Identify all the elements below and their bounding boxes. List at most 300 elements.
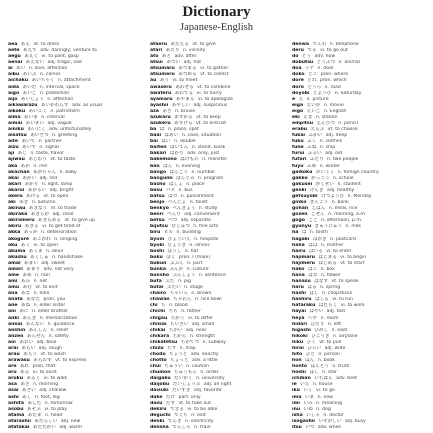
entry-kana: え	[298, 96, 304, 102]
entry-kana: ちかい	[168, 327, 183, 333]
dictionary-entry	[150, 297, 286, 302]
entry-romaji: chōdo	[150, 351, 166, 357]
entry-romaji: daigaku	[150, 376, 171, 382]
dictionary-entry	[8, 425, 144, 430]
entry-romaji: chikatetsu	[150, 339, 178, 345]
entry-kana: へや	[307, 315, 318, 321]
dictionary-entry	[150, 291, 286, 296]
entry-romaji: erabu	[292, 127, 308, 133]
dictionary-entry	[8, 109, 144, 114]
entry-romaji: are	[8, 364, 17, 370]
entry-romaji: aka	[8, 163, 18, 169]
entry-romaji: ai	[8, 66, 13, 72]
entry-kana: あき	[19, 200, 29, 206]
entry-romaji: awateru	[150, 90, 172, 96]
dictionary-entry	[8, 164, 144, 169]
dictionary-entry	[292, 164, 428, 169]
dictionary-entry	[292, 401, 428, 406]
dictionary-entry	[150, 72, 286, 77]
dictionary-entry	[8, 303, 144, 308]
entry-kana: ふね	[307, 145, 317, 151]
entry-romaji: aida	[8, 84, 20, 90]
entry-kana: ばい	[161, 139, 171, 145]
entry-kana: はしる	[314, 297, 329, 303]
entry-kana: でる	[307, 48, 317, 54]
entry-kana: ばけもの	[180, 157, 199, 163]
dictionary-entry	[292, 121, 428, 126]
entry-kana: あく	[20, 242, 31, 248]
entry-romaji: futari	[292, 157, 307, 163]
entry-kana: いそがしい	[318, 418, 342, 424]
entry-kana: ほし	[309, 370, 319, 376]
entry-kana: あし	[22, 394, 32, 400]
entry-kana: あきらか	[30, 212, 50, 218]
entry-gloss: adv. not very	[43, 266, 74, 272]
entry-romaji: aima	[8, 114, 21, 120]
dictionary-entry	[292, 115, 428, 120]
entry-romaji: akogare	[8, 236, 29, 242]
entry-kana: どこ	[308, 72, 318, 78]
entry-gloss: n. double	[174, 139, 196, 145]
entry-romaji: anshin	[8, 327, 26, 333]
entry-romaji: aizu	[8, 145, 19, 151]
entry-gloss: adv. unfortunately	[49, 127, 92, 133]
entry-kana: あえぐ	[24, 54, 39, 60]
entry-romaji: asa	[8, 382, 17, 388]
entry-romaji: aegu	[8, 54, 21, 60]
entry-romaji: haha	[292, 242, 305, 248]
entry-kana: あまい	[24, 260, 38, 266]
entry-kana: あわせる	[175, 84, 194, 90]
dictionary-entry	[8, 273, 144, 278]
entry-romaji: getsuyōbi	[292, 193, 318, 199]
entry-kana: あじ	[17, 151, 27, 157]
entry-gloss: vi. to gather	[200, 66, 229, 72]
dictionary-entry	[150, 206, 286, 211]
entry-gloss: part. only	[178, 394, 201, 400]
entry-gloss: vi. to get tired of	[42, 224, 81, 230]
entry-romaji: aruku	[8, 376, 23, 382]
entry-romaji: eki	[292, 114, 300, 120]
entry-romaji: daisuki	[150, 388, 169, 394]
dictionary-entry	[292, 194, 428, 199]
dictionary-entry	[292, 261, 428, 266]
entry-gloss: adj. bright	[49, 187, 74, 193]
entry-gloss: n. devil	[46, 248, 63, 254]
entry-gloss: adv. a little	[192, 358, 218, 364]
entry-gloss: n. station	[315, 114, 338, 120]
entry-romaji: aji	[8, 151, 15, 157]
entry-romaji: dōro	[292, 84, 304, 90]
entry-gloss: n. attachment	[58, 78, 91, 84]
entry-romaji: aikoku	[8, 108, 26, 114]
entry-romaji: bubun	[150, 260, 167, 266]
entry-romaji: heya	[292, 315, 305, 321]
entry-kana: あずける	[174, 121, 193, 127]
entry-romaji: gohan	[292, 206, 309, 212]
entry-kana: いく	[303, 388, 313, 394]
entry-romaji: arai	[8, 345, 19, 351]
entry-kana: ばつ	[168, 193, 178, 199]
entry-kana: ある	[20, 370, 30, 376]
entry-kana: あう	[159, 78, 170, 84]
dictionary-entry	[150, 249, 286, 254]
entry-gloss: n. afternoon, p.m.	[321, 218, 363, 224]
entry-romaji: hayai	[292, 309, 306, 315]
entry-gloss: n. door	[317, 66, 334, 72]
dictionary-entry	[292, 85, 428, 90]
entry-romaji: hajimaru	[292, 254, 315, 260]
entry-gloss: n. morning	[33, 382, 59, 388]
entry-romaji: bijutsu	[150, 224, 168, 230]
entry-gloss: adv. only, just	[187, 151, 220, 157]
dictionary-entry	[8, 176, 144, 181]
dictionary-entry	[8, 115, 144, 120]
entry-kana: バス	[165, 187, 176, 193]
entry-romaji: deru	[292, 48, 304, 54]
entry-gloss: n. Saturday	[334, 90, 362, 96]
entry-kana: あね	[20, 303, 31, 309]
dictionary-entry	[8, 249, 144, 254]
entry-kana: あつめる	[178, 72, 197, 78]
entry-kana: あんしん	[28, 327, 48, 333]
dictionary-entry	[292, 303, 428, 308]
entry-gloss: vt. to knit	[35, 285, 58, 291]
entry-gloss: adj. new	[60, 418, 81, 424]
entry-romaji: aigo	[8, 90, 20, 96]
entry-romaji: asobu	[8, 406, 24, 412]
entry-romaji: aijo	[8, 96, 18, 102]
entry-romaji: eigo	[292, 108, 304, 114]
entry-kana: あいま	[24, 114, 38, 120]
entry-romaji: gakkō	[292, 175, 308, 181]
entry-kana: あいだ	[22, 84, 37, 90]
entry-kana: ばんぐみ	[176, 175, 195, 181]
dictionary-entry	[292, 224, 428, 229]
dictionary-entry	[292, 182, 428, 187]
entry-gloss: n. pencil	[338, 121, 358, 127]
dictionary-entry	[150, 157, 286, 162]
entry-gloss: n. dog	[316, 406, 331, 412]
dictionary-entry	[8, 237, 144, 242]
entry-gloss: n. part	[187, 260, 203, 266]
entry-gloss: vt. to trade	[50, 206, 77, 212]
entry-kana: あかり	[24, 181, 39, 187]
dictionary-entry	[8, 188, 144, 193]
entry-romaji: denki	[150, 418, 165, 424]
entry-kana: ちょうど	[169, 351, 188, 357]
entry-gloss: vi. to walk	[43, 376, 68, 382]
dictionary-entry	[150, 279, 286, 284]
entry-romaji: biru	[150, 230, 161, 236]
dictionary-entry	[150, 267, 286, 272]
entry-kana: ばんごう	[169, 169, 188, 175]
entry-gloss: vt. to express	[55, 358, 87, 364]
dictionary-entry	[8, 230, 144, 235]
entry-romaji: arau	[8, 351, 20, 357]
entry-romaji: atari	[150, 48, 163, 54]
entry-gloss: adv. best	[336, 376, 358, 382]
entry-romaji: chūi	[150, 364, 161, 370]
entry-romaji: chi	[150, 303, 158, 309]
entry-kana: ちゃわん	[173, 297, 192, 303]
entry-romaji: hoshi	[292, 370, 307, 376]
entry-gloss: vt. to speak	[331, 279, 359, 285]
entry-kana: ぼうし	[167, 248, 182, 254]
entry-romaji: furui	[292, 151, 305, 157]
entry-romaji: e	[292, 96, 296, 102]
entry-gloss: n. mother	[320, 242, 344, 248]
entry-gloss: n. room	[320, 315, 339, 321]
dictionary-entry	[150, 382, 286, 387]
dictionary-entry	[150, 346, 286, 351]
entry-romaji: chawan	[150, 297, 170, 303]
dictionary-entry	[150, 170, 286, 175]
entry-kana: あたり	[165, 48, 180, 54]
entry-kana: べんきょう	[172, 206, 196, 212]
entry-romaji: bai	[150, 139, 158, 145]
entry-gloss: n. baby	[59, 169, 77, 175]
entry-kana: ごはん	[311, 206, 326, 212]
entry-kana: どうぶつ	[316, 60, 336, 66]
entry-kana: あむ	[22, 285, 32, 291]
dictionary-entry	[8, 54, 144, 59]
dictionary-entry	[8, 352, 144, 357]
dictionary-entry	[150, 151, 286, 156]
dictionary-entry	[292, 352, 428, 357]
dictionary-entry	[8, 340, 144, 345]
entry-gloss: n. meal, rice	[328, 206, 358, 212]
entry-romaji: bangumi	[150, 175, 173, 181]
dictionary-entry	[8, 364, 144, 369]
dictionary-entry	[292, 388, 428, 393]
entry-romaji: genki	[292, 187, 307, 193]
entry-kana: あつい	[166, 60, 181, 66]
entry-gloss: n. university	[196, 376, 225, 382]
entry-gloss: n. number	[191, 169, 216, 175]
entry-gloss: adv. as usual	[72, 102, 102, 108]
entry-gloss: n. telephone	[329, 42, 359, 47]
entry-romaji: aisatsu	[8, 133, 27, 139]
entry-kana: ば	[159, 127, 165, 133]
entry-kana: ふるい	[307, 151, 322, 157]
dictionary-entry	[8, 194, 144, 199]
entry-kana: あいじょう	[20, 96, 44, 102]
entry-gloss: n. house	[312, 382, 333, 388]
dictionary-entry	[8, 78, 144, 83]
entry-romaji: akarui	[8, 187, 25, 193]
entry-kana: ドア	[305, 66, 315, 72]
entry-gloss: n. sentence	[198, 272, 226, 278]
entry-kana: はこ	[307, 266, 318, 272]
dictionary-entry	[150, 127, 286, 132]
dictionary-entry	[8, 42, 144, 47]
entry-romaji: ajiwau	[8, 157, 25, 163]
dictionary-entry	[292, 364, 428, 369]
entry-gloss: n. now	[317, 394, 333, 400]
dictionary-entry	[292, 291, 428, 296]
entry-kana: あこがれ	[32, 236, 51, 242]
entry-gloss: n. net	[33, 279, 47, 285]
entry-kana: いみ	[303, 400, 313, 406]
entry-romaji: arawasu	[8, 358, 30, 364]
entry-gloss: vi. to run	[332, 297, 353, 303]
entry-romaji: doyōbi	[292, 90, 310, 96]
entry-gloss: n. relief	[50, 327, 69, 333]
entry-romaji: bunka	[150, 266, 166, 272]
dictionary-entry	[150, 109, 286, 114]
entry-gloss: n. caress	[39, 72, 61, 78]
entry-kana: だす	[165, 400, 176, 406]
entry-gloss: vt. to choose	[327, 127, 358, 133]
entry-gloss: n. flower	[320, 272, 341, 278]
entry-gloss: adj. sweet	[41, 260, 65, 266]
entry-romaji: atarashii	[8, 418, 31, 424]
entry-romaji: isha	[292, 412, 303, 418]
entry-gloss: adj. healthy	[327, 187, 355, 193]
entry-kana: あきらめる	[38, 218, 61, 224]
entry-kana: どれ	[307, 78, 317, 84]
entry-romaji: ani	[8, 309, 16, 315]
entry-gloss: adj. rough	[38, 345, 63, 351]
entry-romaji: hajimeru	[292, 260, 315, 266]
entry-romaji: bakari	[150, 151, 167, 157]
entry-romaji: akeru	[8, 193, 23, 199]
entry-romaji: deguchi	[150, 412, 171, 418]
entry-kana: いつ	[305, 424, 315, 430]
dictionary-entry	[8, 316, 144, 321]
entry-gloss: n. exit	[191, 412, 206, 418]
dictionary-entry	[292, 66, 428, 71]
entry-romaji: akuma	[8, 248, 26, 254]
entry-kana: ばしょ	[169, 181, 183, 187]
entry-romaji: fune	[292, 145, 304, 151]
entry-kana: あきる	[24, 224, 39, 230]
entry-romaji: akinau	[8, 206, 26, 212]
entry-kana: あたえる	[170, 42, 189, 47]
dictionary-column	[292, 42, 428, 430]
entry-kana: だけ	[165, 394, 176, 400]
entry-kana: はやい	[309, 309, 324, 315]
entry-romaji: akai	[8, 175, 19, 181]
entry-kana: だいがく	[174, 376, 193, 382]
entry-romaji: aku	[8, 242, 18, 248]
entry-kana: どう	[301, 54, 312, 60]
entry-gloss: pron. where	[320, 72, 349, 78]
entry-gloss: n. monster	[202, 157, 228, 163]
entry-gloss: vi. to work	[340, 303, 365, 309]
entry-romaji: ami	[8, 279, 18, 285]
entry-gloss: n. patriotism	[50, 108, 80, 114]
entry-kana: あかい	[22, 175, 37, 181]
entry-romaji: ashi	[8, 394, 19, 400]
entry-gloss: n. meaning	[316, 400, 343, 406]
entry-romaji: doa	[292, 66, 302, 72]
entry-romaji: hashiru	[292, 297, 312, 303]
entry-gloss: n. road	[324, 84, 341, 90]
entry-romaji: hashi	[292, 291, 306, 297]
entry-romaji: fuyu	[292, 163, 304, 169]
dictionary-entry	[150, 419, 286, 424]
entry-gloss: vt. to take out	[178, 400, 211, 406]
entry-gloss: n. greeting	[52, 133, 78, 139]
entry-kana: ちがう	[170, 315, 185, 321]
dictionary-entry	[8, 97, 144, 102]
entry-romaji: atama	[8, 412, 25, 418]
entry-romaji: fuku	[292, 139, 304, 145]
dictionary-entry	[150, 91, 286, 96]
entry-kana: あめ	[22, 272, 32, 278]
entry-kana: いちばん	[314, 376, 333, 382]
entry-gloss: n. bus	[178, 187, 193, 193]
entry-romaji: chūmon	[150, 370, 171, 376]
entry-gloss: n. east	[331, 327, 348, 333]
entry-kana: あかちゃん	[33, 169, 57, 175]
entry-kana: べんり	[166, 212, 181, 218]
entry-gloss: n. electricity	[185, 418, 214, 424]
entry-gloss: adv. exactly	[190, 351, 219, 357]
entry-romaji: chotto	[150, 358, 167, 364]
page-title: Dictionary	[182, 4, 251, 20]
dictionary-entry	[292, 157, 428, 162]
entry-gloss: adj. red	[39, 175, 58, 181]
dictionary-entry	[292, 419, 428, 424]
dictionary-entry	[150, 182, 286, 187]
entry-romaji: bakemono	[150, 157, 177, 163]
dictionary-entry	[292, 170, 428, 175]
entry-gloss: n. truth	[332, 364, 350, 370]
entry-romaji: baiten	[150, 145, 167, 151]
entry-kana: はいる	[308, 248, 323, 254]
entry-romaji: iku	[292, 388, 300, 394]
entry-romaji: akari	[8, 181, 22, 187]
entry-gloss: n. Monday	[347, 193, 372, 199]
dictionary-entry	[292, 297, 428, 302]
entry-romaji: basho	[150, 181, 166, 187]
entry-romaji: azukeru	[150, 121, 171, 127]
entry-gloss: n. rain	[35, 272, 50, 278]
dictionary-entry	[292, 243, 428, 248]
entry-kana: びょうき	[167, 242, 186, 248]
dictionary-entry	[292, 237, 428, 242]
entry-gloss: vi. to apologize	[197, 96, 233, 102]
entry-romaji: ainiku	[8, 127, 24, 133]
entry-gloss: n. place, spot	[167, 127, 199, 133]
dictionary-entry	[150, 121, 286, 126]
entry-gloss: n. building	[176, 230, 201, 236]
dictionary-entry	[150, 224, 286, 229]
entry-kana: あい	[16, 66, 26, 72]
dictionary-entry	[150, 285, 286, 290]
entry-kana: はがき	[312, 236, 327, 242]
entry-romaji: dasu	[150, 400, 163, 406]
entry-kana: あえ	[20, 42, 30, 47]
dictionary-entry	[8, 133, 144, 138]
entry-kana: あした	[27, 400, 42, 406]
entry-gloss: pron. that	[32, 364, 56, 370]
entry-gloss: adj. convenient	[184, 212, 220, 218]
entry-gloss: n. guidance	[47, 321, 75, 327]
entry-kana: えいご	[306, 108, 321, 114]
entry-kana: ふたり	[309, 157, 324, 163]
entry-kana: あたらしい	[34, 418, 58, 424]
entry-kana: あたま	[27, 412, 42, 418]
entry-gloss: n. student	[337, 181, 361, 187]
entry-kana: ちかてつ	[180, 339, 200, 345]
entry-gloss: n. tooth	[309, 230, 328, 236]
entry-kana: えき	[303, 114, 313, 120]
entry-romaji: anki	[8, 315, 19, 321]
